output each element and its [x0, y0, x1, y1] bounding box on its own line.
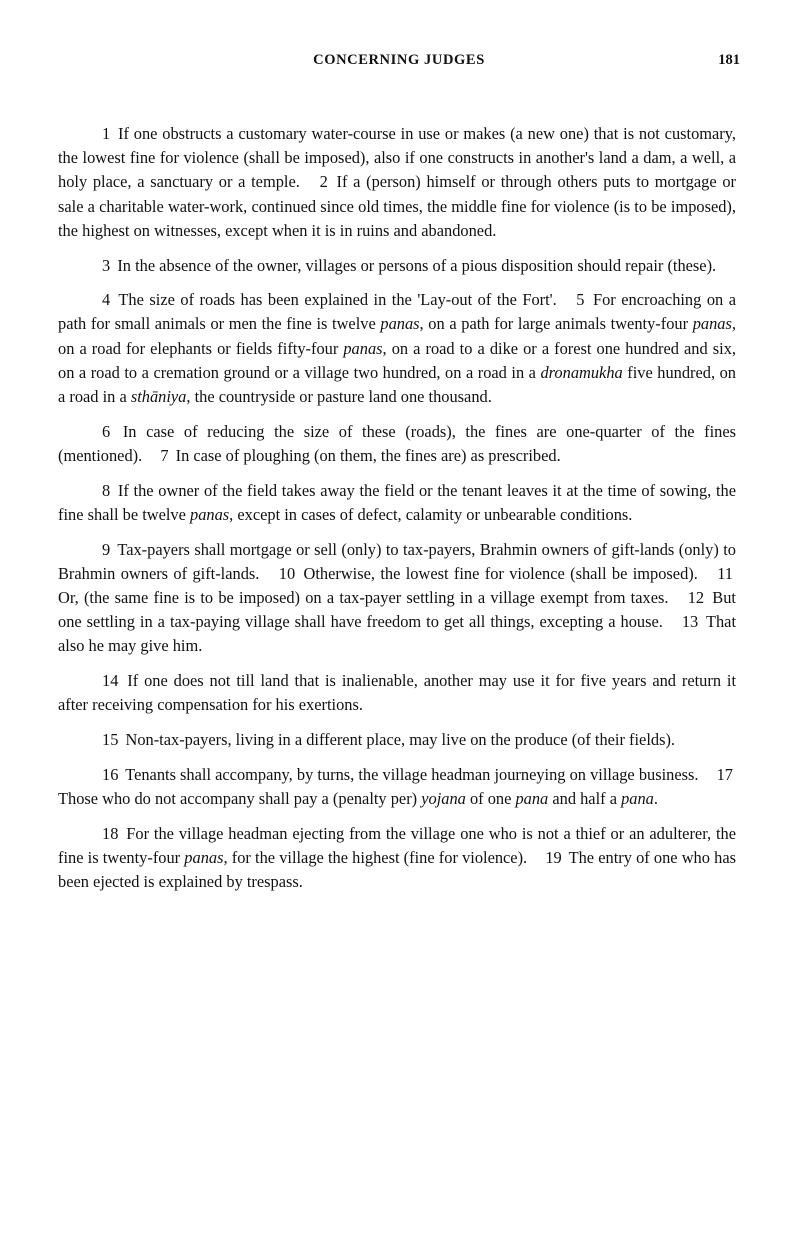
sutra-text: In the absence of the owner, villages or persons of a pious disposition should repair (these).	[117, 255, 717, 275]
sutra-number: 13	[681, 612, 699, 632]
paragraph	[58, 822, 736, 895]
body-text	[58, 122, 736, 905]
sutra-text: That also he may give him.	[58, 612, 737, 656]
sutra-number: 4	[102, 290, 111, 310]
running-title: CONCERNING JUDGES	[313, 52, 485, 68]
sutra-number: 5	[576, 290, 585, 310]
sutra-text: But one settling in a tax-paying village shall have freedom to get all things, excepting a house.	[58, 587, 736, 632]
sutra-text: If a (person) himself or through others puts to mortgage or sale a charitable water-work, continued since old times, the middle fine for violence (is to be imposed), the highest on witnesses, except when it is in ruins and abandoned.	[58, 172, 736, 240]
sutra-number: 19	[545, 847, 562, 867]
sutra-text: If one obstructs a customary water-course in use or makes (a new one) that is not customary, the lowest fine for violence (shall be imposed), also if one constructs in another's land a dam, a well, a holy place, a sanctuary or a temple.	[58, 124, 736, 192]
sutra-number: 1	[102, 124, 111, 143]
sutra-text: For encroaching on a path for small animals or men the fine is twelve panas, on a path for large animals twenty-four panas, on a road for elephants or fields fifty-four panas, on a road to a dike or a forest one hundred and six, on a road to a cremation ground or a village two hundred, on a road in a dronamukha five hundred, on a road in a sthāniya, the countryside or pasture land one thousand.	[58, 290, 736, 407]
sutra-text: Or, (the same fine is to be imposed) on a tax-payer settling in a village exempt from taxes.	[58, 587, 669, 607]
sutra-text: Otherwise, the lowest fine for violence (shall be imposed).	[303, 563, 698, 583]
sutra-text: Tax-payers shall mortgage or sell (only) to tax-payers, Brahmin owners of gift-lands (only) to Brahmin owners of gift-lands.	[58, 539, 736, 583]
sutra-text: For the village headman ejecting from the village one who is not a thief or an adulterer, the fine is twenty-four panas, for the village the highest (fine for violence).	[58, 823, 736, 867]
sutra-number: 17	[716, 764, 733, 784]
paragraph	[58, 728, 736, 752]
sutra-number: 12	[687, 587, 705, 607]
sutra-number: 6	[102, 421, 111, 441]
paragraph	[58, 538, 736, 659]
sutra-number: 9	[102, 539, 111, 559]
sutra-text: In case of reducing the size of these (roads), the fines are one-quarter of the fines (mentioned).	[58, 421, 736, 465]
sutra-number: 18	[102, 823, 119, 843]
sutra-number: 15	[102, 729, 119, 749]
sutra-text: The size of roads has been explained in the 'Lay-out of the Fort'.	[118, 290, 557, 310]
sutra-text: Tenants shall accompany, by turns, the village headman journeying on village business.	[125, 764, 699, 784]
paragraph	[58, 479, 736, 527]
paragraph	[58, 763, 736, 811]
paragraph	[58, 122, 736, 243]
sutra-text: Non-tax-payers, living in a different place, may live on the produce (of their fields).	[125, 729, 676, 749]
paragraph	[58, 420, 736, 468]
sutra-text: In case of ploughing (on them, the fines are) as prescribed.	[175, 445, 561, 465]
sutra-number: 14	[102, 671, 119, 691]
page-number: 181	[718, 52, 740, 68]
paragraph	[58, 288, 736, 409]
sutra-number: 8	[102, 480, 111, 500]
paragraph	[58, 254, 736, 278]
sutra-text: The entry of one who has been ejected is explained by trespass.	[58, 847, 736, 891]
sutra-number: 11	[717, 563, 733, 583]
page-header	[58, 52, 740, 74]
sutra-number: 10	[278, 563, 296, 583]
sutra-text: If the owner of the field takes away the field or the tenant leaves it at the time of sowing, the fine shall be twelve panas, except in cases of defect, calamity or unbearable conditions.	[58, 480, 736, 524]
sutra-text: Those who do not accompany shall pay a (penalty per) yojana of one pana and half a pana.	[58, 788, 658, 808]
sutra-number: 16	[102, 764, 119, 784]
paragraph	[58, 669, 736, 717]
sutra-number: 2	[319, 172, 328, 192]
sutra-number: 3	[102, 255, 111, 275]
sutra-number: 7	[160, 445, 169, 465]
sutra-text: If one does not till land that is inalienable, another may use it for five years and return it after receiving compensation for his exertions.	[58, 671, 736, 715]
